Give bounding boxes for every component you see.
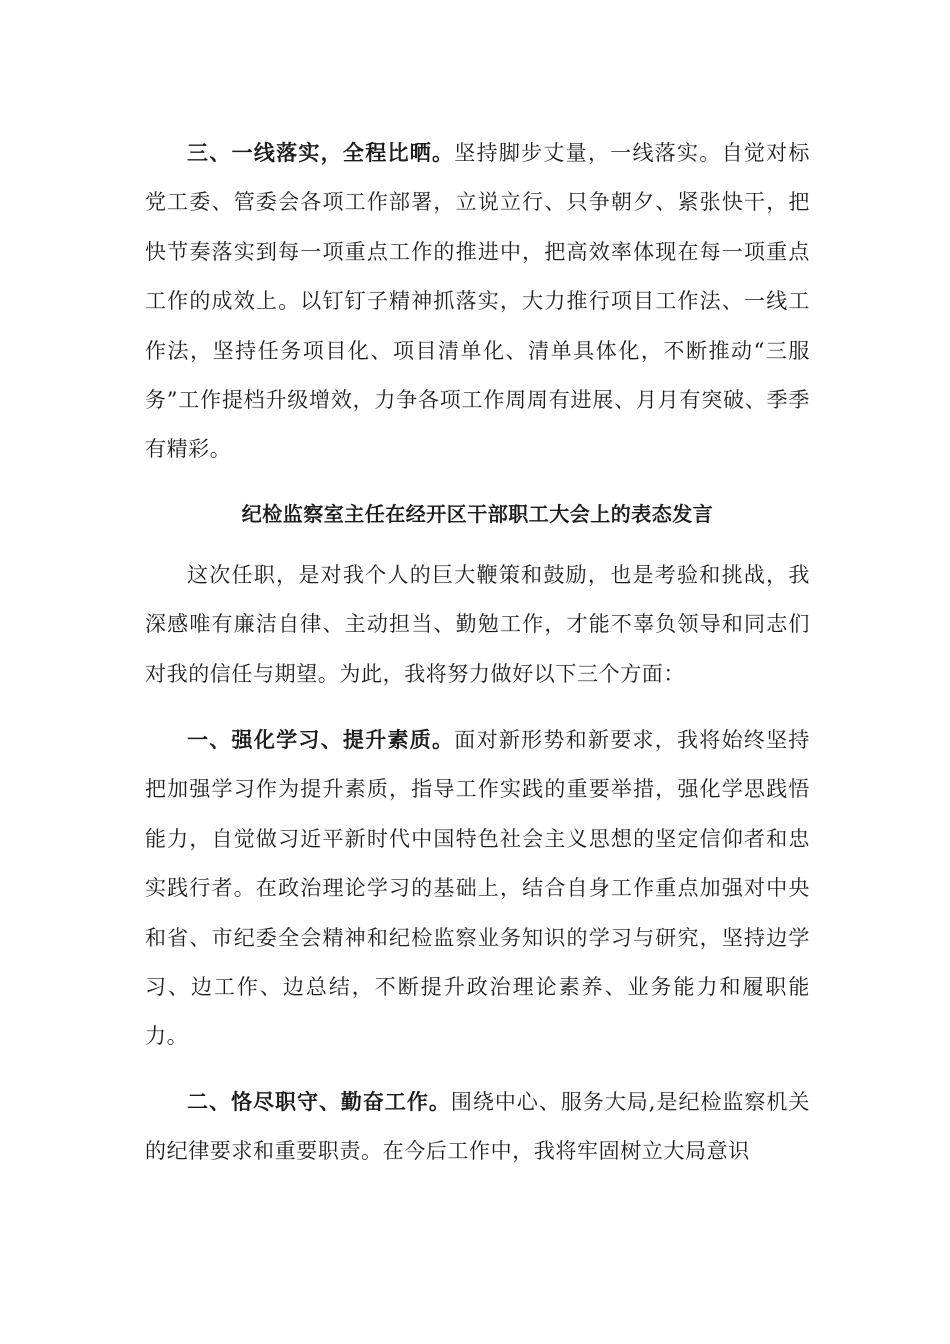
- point-two-heading: 二、恪尽职守、勤奋工作。: [187, 1089, 451, 1114]
- point-two-paragraph: [145, 1077, 810, 1177]
- speech-title: 纪检监察室主任在经开区干部职工大会上的表态发言: [241, 502, 714, 526]
- section-three-body: 坚持脚步丈量，一线落实。自觉对标党工委、管委会各项工作部署，立说立行、只争朝夕、紧张快干，把快节奏落实到每一项重点工作的推进中，把高效率体现在每一项重点工作的成效上。以钉钉子精神抓落实，大力推行项目工作法、一线工作法，坚持任务项目化、项目清单化、清单具体化，不断推动“三服务”工作提档升级增效，力争各项工作周周有进展、月月有突破、季季有精彩。: [145, 141, 810, 462]
- point-one-paragraph: [145, 715, 810, 1062]
- point-one-heading: 一、强化学习、提升素质。: [187, 727, 455, 752]
- section-three-heading: 三、一线落实，全程比晒。: [187, 140, 455, 165]
- section-three-paragraph: [145, 128, 810, 475]
- point-one-body: 面对新形势和新要求，我将始终坚持把加强学习作为提升素质，指导工作实践的重要举措，强化学思践悟能力，自觉做习近平新时代中国特色社会主义思想的坚定信仰者和忠实践行者。在政治理论学习的基础上，结合自身工作重点加强对中央和省、市纪委全会精神和纪检监察业务知识的学习与研究，坚持边学习、边工作、边总结，不断提升政治理论素养、业务能力和履职能力。: [145, 728, 810, 1049]
- intro-paragraph: 这次任职，是对我个人的巨大鞭策和鼓励，也是考验和挑战，我深感唯有廉洁自律、主动担当、勤勉工作，才能不辜负领导和同志们对我的信任与期望。为此，我将努力做好以下三个方面：: [145, 563, 810, 686]
- point-two-body: 围绕中心、服务大局,是纪检监察机关的纪律要求和重要职责。在今后工作中，我将牢固树立大局意识: [145, 1090, 811, 1164]
